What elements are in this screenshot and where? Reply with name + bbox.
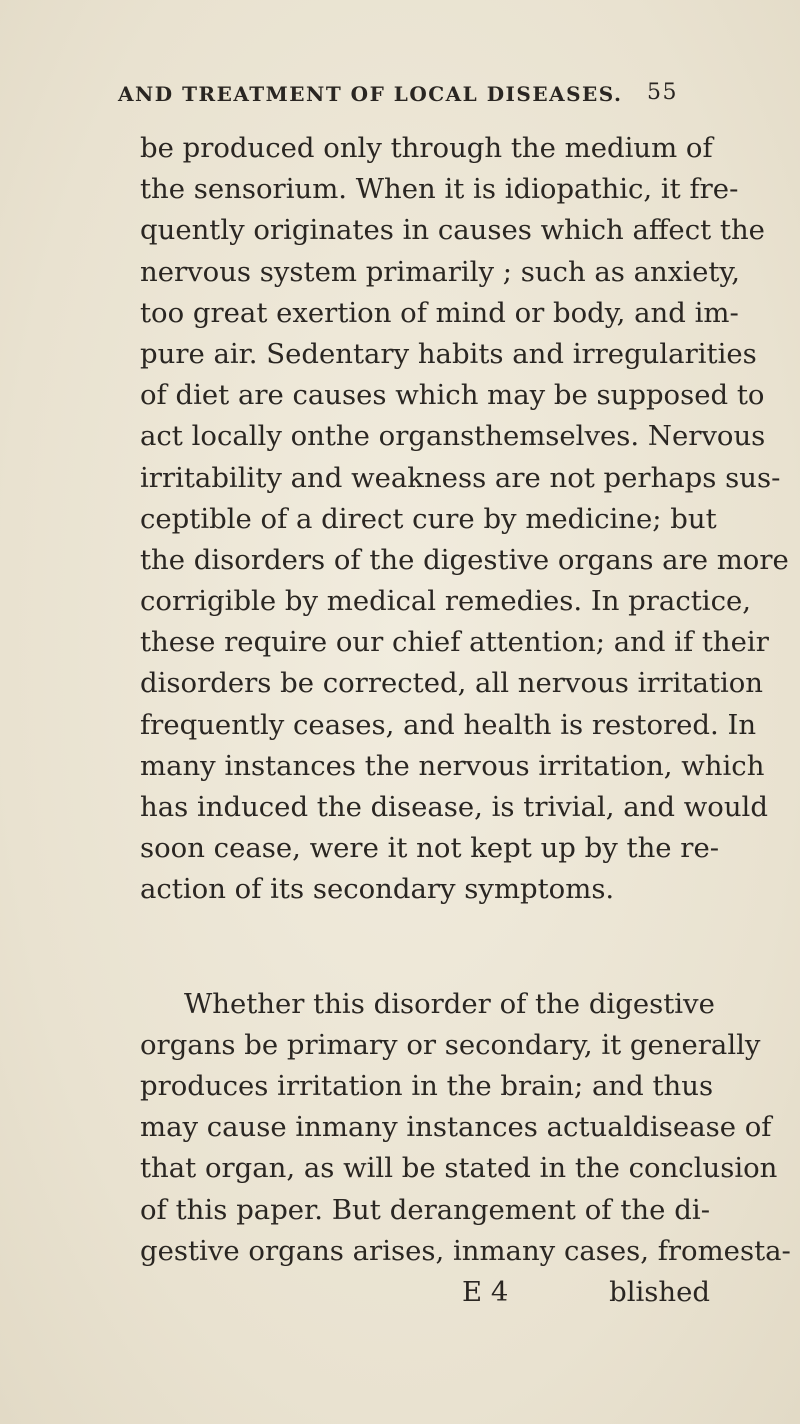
text-line: many instances the nervous irritation, which <box>140 749 765 782</box>
paragraph-gap <box>140 911 710 984</box>
text-line: these require our chief attention; and if their <box>140 626 769 659</box>
paragraph-2 <box>140 984 791 1272</box>
text-line: that organ, as will be stated in the conclusion <box>140 1152 778 1185</box>
text-line: gestive organs arises, inmany cases, fromesta- <box>140 1234 791 1267</box>
page-footer <box>140 1272 710 1313</box>
text-line: corrigible by medical remedies. In practice, <box>140 585 751 618</box>
text-line: act locally onthe organsthemselves. Nervous <box>140 420 766 453</box>
running-head-title: AND TREATMENT OF LOCAL DISEASES. <box>118 82 623 106</box>
catchword: blished <box>609 1275 710 1308</box>
text-line: the sensorium. When it is idiopathic, it fre- <box>140 173 739 206</box>
text-line: Whether this disorder of the digestive <box>184 987 715 1020</box>
text-line: has induced the disease, is trivial, and would <box>140 791 768 823</box>
text-line: pure air. Sedentary habits and irregularities <box>140 337 757 370</box>
text-line: be produced only through the medium of <box>140 132 713 164</box>
text-line: nervous system primarily ; such as anxiety, <box>140 255 741 288</box>
text-line: quently originates in causes which affect the <box>140 214 765 247</box>
text-line: ceptible of a direct cure by medicine; but <box>140 502 717 535</box>
text-line: organs be primary or secondary, it generally <box>140 1028 761 1061</box>
text-line: of diet are causes which may be supposed to <box>140 379 765 412</box>
page-number: 55 <box>647 80 678 105</box>
signature-mark: E 4 <box>462 1275 509 1308</box>
text-line: may cause inmany instances actualdisease of <box>140 1111 772 1144</box>
text-line: soon cease, were it not kept up by the re- <box>140 832 720 865</box>
text-line: the disorders of the digestive organs are more <box>140 543 789 576</box>
body-text <box>140 128 791 1313</box>
paragraph-1 <box>140 128 789 911</box>
text-line: action of its secondary symptoms. <box>140 873 615 906</box>
text-line: frequently ceases, and health is restored. In <box>140 708 757 741</box>
text-line: too great exertion of mind or body, and im- <box>140 296 739 329</box>
text-line: of this paper. But derangement of the di- <box>140 1193 710 1226</box>
text-line: disorders be corrected, all nervous irritation <box>140 667 764 700</box>
running-head <box>118 76 678 116</box>
text-line: produces irritation in the brain; and thus <box>140 1069 714 1102</box>
text-line: irritability and weakness are not perhaps sus- <box>140 461 781 494</box>
